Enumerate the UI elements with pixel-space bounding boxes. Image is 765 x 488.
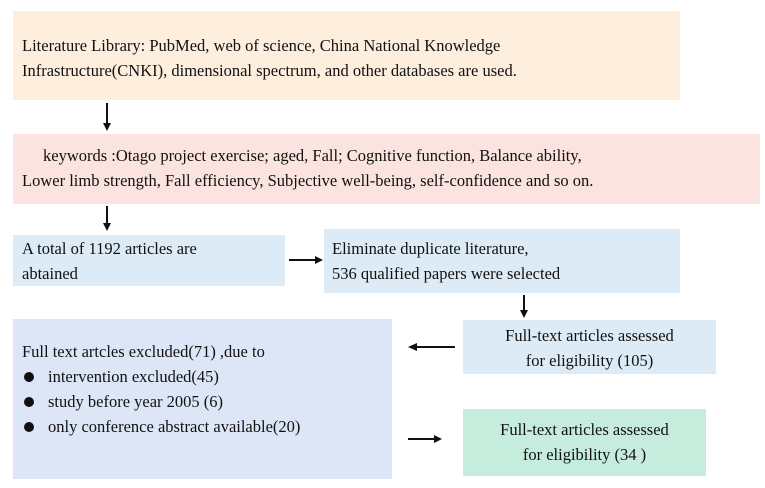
node-excluded-articles: [13, 319, 392, 479]
node-keywords: [13, 134, 760, 204]
bullet-icon: [24, 422, 34, 432]
reason-text: intervention excluded(45): [48, 367, 219, 386]
node-text-line: Lower limb strength, Fall efficiency, Subjective well-being, self-confidence and so on.: [22, 171, 594, 190]
node-text-line: Eliminate duplicate literature,: [332, 239, 529, 258]
node-text-line: A total of 1192 articles are: [22, 239, 197, 258]
node-total-articles: [13, 235, 285, 286]
bullet-icon: [24, 372, 34, 382]
list-item: [22, 389, 392, 414]
excluded-title: Full text artcles excluded(71) ,due to: [22, 342, 265, 361]
reason-text: study before year 2005 (6): [48, 392, 224, 411]
node-included-eligibility-34: [463, 409, 706, 476]
node-text-line: Literature Library: PubMed, web of science, China National Knowledge: [22, 36, 501, 55]
node-deduplicated: [324, 229, 680, 293]
reason-text: only conference abstract available(20): [48, 417, 301, 436]
node-text-line: keywords :Otago project exercise; aged, Fall; Cognitive function, Balance ability,: [43, 146, 582, 165]
node-text-line: for eligibility (105): [525, 351, 654, 370]
list-item: [22, 414, 392, 439]
list-item: [22, 364, 392, 389]
arrow-left-icon: [408, 342, 455, 352]
exclusion-reasons-list: [22, 364, 392, 439]
node-text-line: Infrastructure(CNKI), dimensional spectrum, and other databases are used.: [22, 61, 517, 80]
node-literature-sources: [13, 11, 680, 100]
node-text-line: abtained: [22, 264, 78, 283]
arrow-right-icon: [289, 255, 324, 265]
node-text-line: 536 qualified papers were selected: [332, 264, 561, 283]
arrow-down-icon: [101, 103, 113, 132]
arrow-right-icon: [408, 434, 443, 444]
node-text-line: for eligibility (34 ): [522, 445, 647, 464]
node-assessed-eligibility-105: [463, 320, 716, 374]
bullet-icon: [24, 397, 34, 407]
arrow-down-icon: [101, 206, 113, 232]
node-text-line: Full-text articles assessed: [505, 326, 674, 345]
arrow-down-icon: [518, 295, 530, 319]
node-text-line: Full-text articles assessed: [500, 420, 669, 439]
